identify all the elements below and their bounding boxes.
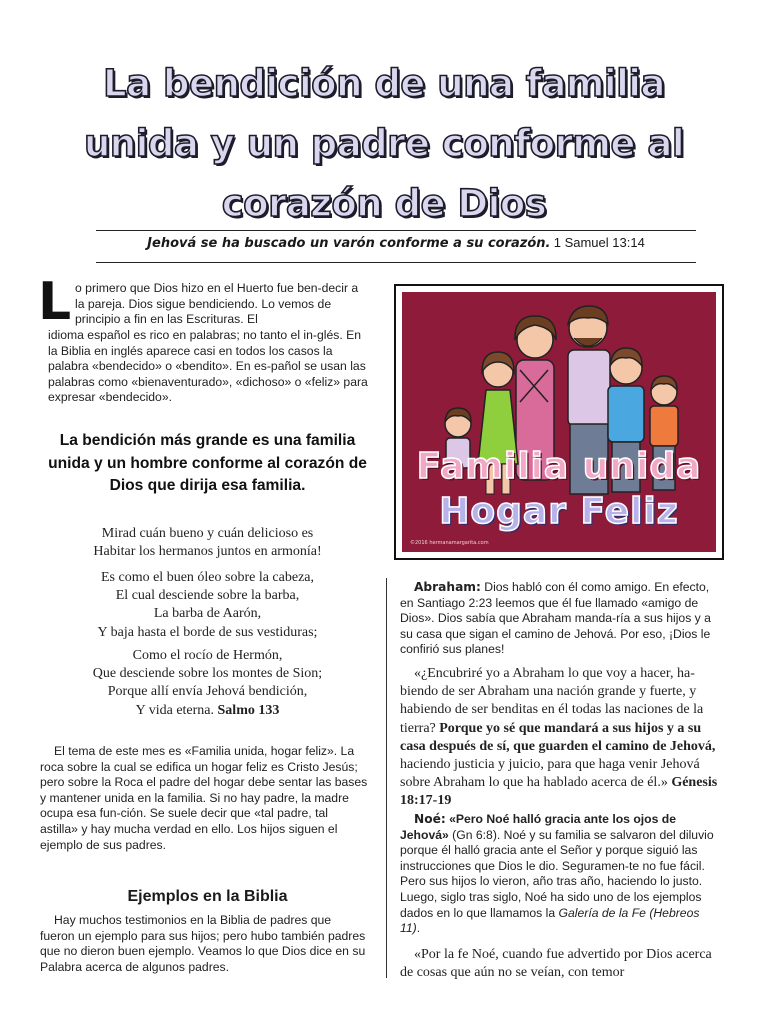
- psalm-line: El cual desciende sobre la barba,: [115, 588, 300, 604]
- examples-heading: Ejemplos en la Biblia: [127, 888, 288, 905]
- title-line-3: corazón de Dios: [221, 182, 547, 225]
- psalm-line: Que desciende sobre los montes de Sion;: [92, 666, 323, 682]
- theme-paragraph: El tema de este mes es «Familia unida, hogar feliz». La roca sobre la cual se edifica un hogar feliz es Cristo Jesús; pero sobre la Roca el padre del hogar debe sentar las bases y mantener unida en la familia. Si no hay padre, la madre ocupa esa fun-ción. Se suele decir que «tal padre, tal astilla» y hay mucha verdad en ello. Los hijos siguen el ejemplo de sus padres.: [40, 744, 368, 852]
- abraham-quote-bold: Porque yo sé que mandará a sus hijos y a su casa después de sí, que guarden el camino de Jehová,: [400, 720, 716, 754]
- illustration-copyright: ©2016 hermanamargarita.com: [410, 540, 489, 546]
- key-verse: [96, 232, 696, 255]
- psalm-line: Como el rocío de Hermón,: [132, 648, 283, 663]
- examples-paragraph: Hay muchos testimonios en la Biblia de padres que fueron un ejemplo para sus hijos; pero hubo también padres que no dieron buen ejemplo. Veamos lo que Dios dice en su Palabra acerca de algunos padres.: [40, 913, 366, 974]
- abraham-reference: Génesis 18:17-19: [400, 775, 718, 809]
- noe-name: Noé:: [414, 812, 446, 826]
- psalm-line: La barba de Aarón,: [153, 606, 262, 622]
- callout-statement: La bendición más grande es una familia unida y un hombre conforme al corazón de Dios que dirija esa familia.: [48, 432, 367, 494]
- abraham-name: Abraham:: [414, 580, 481, 594]
- noe-text: (Gn 6:8). Noé y su familia se salvaron del diluvio porque él halló gracia ante el Señor y porque siguió las instrucciones que Dios le dio. Seguramen-te no fue fácil. Pero sus hijos lo vieron, año tras año, haciendo lo justo. Luego, siglo tras siglo, Noé ha sido uno de los ejemplos dados en lo que llamamos la: [400, 827, 714, 920]
- psalm-line: Y vida eterna.: [135, 702, 215, 718]
- column-divider: [386, 578, 387, 978]
- psalm-line: Es como el buen óleo sobre la cabeza,: [100, 570, 315, 585]
- page-title: [40, 54, 728, 234]
- psalm-last-line: [40, 702, 375, 720]
- abraham-text: Dios habló con él como amigo. En efecto, en Santiago 2:23 leemos que él fue llamado «amigo de Dios». Dios sabía que Abraham manda-ría a sus hijos y a su casa que sigan el camino de Jehová. Por eso, ¡Dios le confirió sus planes!: [400, 580, 711, 657]
- noe-paragraph: [400, 812, 718, 937]
- noe-bold-quote: «Pero Noé halló gracia ante los ojos de Jehová»: [400, 812, 677, 842]
- key-verse-text: Jehová se ha buscado un varón conforme a su corazón.: [147, 236, 551, 251]
- abraham-quote: [400, 665, 718, 811]
- psalm-stanza-3: [40, 647, 375, 720]
- noe-end: .: [416, 921, 421, 936]
- abraham-quote-end: haciendo justicia y juicio, para que haga venir Jehová sobre Abraham lo que ha hablado acerca de él.»: [400, 757, 700, 791]
- psalm-stanza-1: [40, 525, 375, 561]
- illustration-background: [402, 292, 716, 552]
- psalm-line: Habitar los hermanos juntos en armonía!: [93, 544, 322, 560]
- psalm-line: Mirad cuán bueno y cuán delicioso es: [101, 526, 314, 541]
- illustration-title-2: Hogar Feliz: [439, 491, 679, 532]
- drop-cap: L: [38, 272, 72, 332]
- psalm-reference: Salmo 133: [217, 702, 280, 718]
- family-illustration: [394, 284, 724, 560]
- title-line-2: unida y un padre conforme al: [83, 122, 685, 165]
- psalm-line: Porque allí envía Jehová bendición,: [107, 684, 308, 700]
- intro-paragraph: idioma español es rico en palabras; no tanto el in-glés. En la Biblia en inglés aparece casi en todos los casos la palabra «bendecido» o «bendito». En es-pañol se usan las palabras como «bienaventurado», «dichoso» o «feliz» para expresar «bendecido».: [48, 328, 368, 405]
- bottom-rule: [96, 262, 696, 263]
- illustration-title-1: Familia unida: [416, 446, 702, 487]
- psalm-stanza-2: [40, 569, 375, 642]
- noe-quote: «Por la fe Noé, cuando fue advertido por Dios acerca de cosas que aún no se veían, con temor: [400, 947, 712, 981]
- noe-italic: Galería de la Fe (Hebreos 11): [400, 905, 700, 936]
- key-verse-reference: 1 Samuel 13:14: [553, 235, 645, 250]
- top-rule: [96, 230, 696, 231]
- abraham-quote-start: «¿Encubriré yo a Abraham lo que voy a hacer, ha-biendo de ser Abraham una nación grande y fuerte, y habiendo de ser benditas en él todas las naciones de la tierra?: [400, 666, 704, 736]
- title-line-1: La bendición de una familia: [103, 62, 665, 105]
- psalm-line: Y baja hasta el borde de sus vestiduras;: [97, 624, 318, 640]
- intro-first-lines: o primero que Dios hizo en el Huerto fue ben-decir a la pareja. Dios sigue bendiciendo. Lo vemos de principio a fin en las Escrituras. El: [75, 281, 359, 327]
- abraham-paragraph: [400, 580, 718, 658]
